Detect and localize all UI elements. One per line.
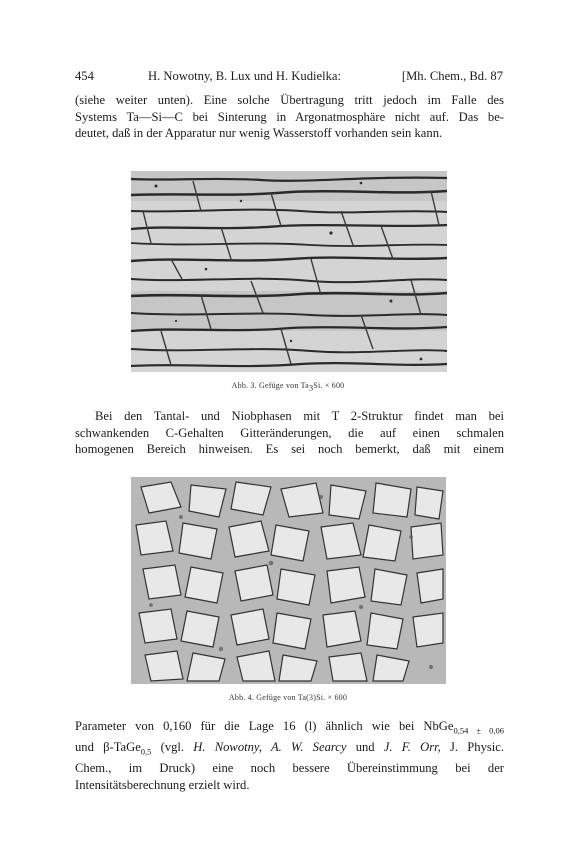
paragraph-1-line: Systems Ta—Si—C bei Sinterung in Argonatmosphäre nicht auf. Das be- <box>75 109 504 124</box>
paragraph-3-line-2-sub: 0,5 <box>140 746 152 757</box>
paragraph-3 <box>75 718 504 793</box>
paragraph-3-line-3: Chem., im Druck) eine noch bessere Übereinstimmung bei der <box>75 761 504 776</box>
figure-1-caption-prefix: Abb. 3. Gefüge von Ta <box>231 381 309 390</box>
header-authors: H. Nowotny, B. Lux und H. Kudielka: <box>148 69 341 83</box>
paragraph-1 <box>75 92 504 142</box>
figure-2-caption: Abb. 4. Gefüge von Ta(3)Si. × 600 <box>228 693 348 702</box>
paragraph-3-line-2 <box>75 739 504 760</box>
page-number: 454 <box>75 69 94 83</box>
paragraph-3-line-2-text-d: J. Physic. <box>440 740 505 755</box>
paragraph-3-line-2-text-b: (vgl. <box>151 740 194 755</box>
reference-author-orr: J. F. Orr, <box>383 740 441 755</box>
figure-1-caption-suffix: Si. × 600 <box>313 381 345 390</box>
figure-1-caption-sub: 3 <box>308 382 314 393</box>
figure-micrograph-ta3-si <box>131 477 446 684</box>
header-journal: [Mh. Chem., Bd. 87 <box>401 69 503 83</box>
reference-authors: H. Nowotny, A. W. Searcy <box>193 740 347 755</box>
paragraph-3-line-1-text: Parameter von 0,160 für die Lage 16 (l) ähnlich wie bei NbGe <box>75 719 454 733</box>
figure-1-caption <box>0 381 576 393</box>
paragraph-1-line: deutet, daß in der Apparatur nur wenig Wasserstoff vorhanden sein kann. <box>75 126 443 140</box>
micrograph-image <box>131 171 447 372</box>
figure-micrograph-ta3si <box>131 171 447 372</box>
paragraph-2 <box>75 408 504 458</box>
paragraph-3-line-1-sub: 0,54 ± 0,06 <box>453 725 504 736</box>
paragraph-2-line: schwankenden C-Gehalten Gitteränderungen, die auf einen schmalen <box>75 425 504 440</box>
paragraph-3-line-4: Intensitätsberechnung erzielt wird. <box>75 777 250 792</box>
paragraph-2-line: homogenen Bereich hinweisen. Es sei noch bemerkt, daß mit einem <box>75 442 504 456</box>
paragraph-3-line-2-text-a: und β-TaGe <box>75 740 141 755</box>
paragraph-2-line: Bei den Tantal- und Niobphasen mit T 2-Struktur findet man bei <box>95 409 504 423</box>
paragraph-1-line: (siehe weiter unten). Eine solche Übertragung tritt jedoch im Falle des <box>75 93 504 107</box>
paragraph-3-line-1 <box>75 718 504 739</box>
paragraph-3-line-2-text-c: und <box>346 740 384 755</box>
micrograph-image <box>131 477 446 684</box>
